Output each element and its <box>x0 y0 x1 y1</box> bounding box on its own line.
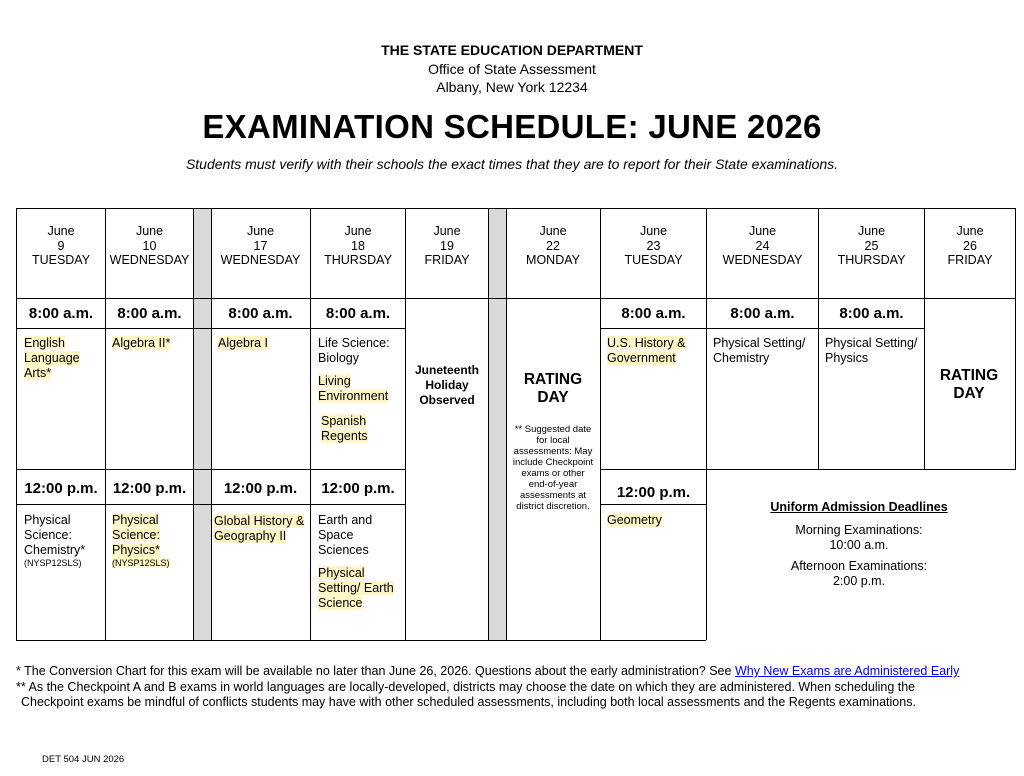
morning-time: 8:00 a.m. <box>730 305 795 322</box>
exam-entry: U.S. History & Government <box>607 336 686 365</box>
exam-entry: Physical Setting/ Physics <box>825 336 918 365</box>
exam-entry: Global History & Geography II <box>214 514 305 543</box>
exam-entry: Algebra I <box>218 336 269 350</box>
table-border <box>16 298 1016 299</box>
day-header: June 9 TUESDAY <box>31 224 91 267</box>
exam-entry: English Language Arts* <box>24 336 80 380</box>
table-border <box>16 640 706 641</box>
morning-time: 8:00 a.m. <box>621 305 686 322</box>
rating-day-label: RATING DAY <box>523 371 583 406</box>
document-id: DET 504 JUN 2026 <box>42 754 125 765</box>
morning-time: 8:00 a.m. <box>117 305 182 322</box>
exam-entry: Earth and Space Sciences <box>318 513 373 557</box>
exam-entry: Life Science: Biology <box>318 336 390 365</box>
table-border <box>405 208 406 640</box>
day-header: June 17 WEDNESDAY <box>220 224 301 267</box>
holiday-note: Juneteenth Holiday Observed <box>414 363 479 407</box>
table-border <box>706 208 707 640</box>
footnote-1: * The Conversion Chart for this exam will be available no later than June 26, 2026. Questions about the early administration? See Why New Exams are Administered Early <box>16 664 960 678</box>
early-administration-link[interactable]: Why New Exams are Administered Early <box>734 664 960 678</box>
exam-entry: Spanish Regents <box>321 414 368 443</box>
morning-time: 8:00 a.m. <box>325 305 391 322</box>
week-separator <box>488 208 507 640</box>
table-border <box>16 469 406 470</box>
day-header: June 18 THURSDAY <box>324 224 392 267</box>
admission-title: Uniform Admission Deadlines <box>770 500 948 514</box>
afternoon-time: 12:00 p.m. <box>112 480 187 497</box>
day-header: June 10 WEDNESDAY <box>109 224 190 267</box>
table-border <box>600 504 706 505</box>
afternoon-time: 12:00 p.m. <box>616 484 691 501</box>
day-header: June 19 FRIDAY <box>424 224 470 267</box>
day-header: June 25 THURSDAY <box>837 224 906 267</box>
exam-entry: Geometry <box>607 513 662 527</box>
admission-afternoon: Afternoon Examinations: 2:00 p.m. <box>790 559 928 588</box>
table-border <box>1015 208 1016 469</box>
morning-time: 8:00 a.m. <box>839 305 904 322</box>
day-header: June 24 WEDNESDAY <box>722 224 803 267</box>
rating-day-label: RATING DAY <box>939 367 999 402</box>
table-border <box>16 504 406 505</box>
morning-time: 8:00 a.m. <box>28 305 94 322</box>
page-title: EXAMINATION SCHEDULE: JUNE 2026 <box>202 108 822 145</box>
week-separator <box>193 208 212 640</box>
rating-day-note: ** Suggested date for local assessments: May include Checkpoint exams or other end-of-year assessments at district discretion. <box>512 424 594 512</box>
department-name: THE STATE EDUCATION DEPARTMENT <box>381 42 643 58</box>
admission-morning: Morning Examinations: 10:00 a.m. <box>795 523 923 552</box>
exam-entry: Physical Setting/ Chemistry <box>713 336 806 365</box>
table-border <box>16 208 1016 209</box>
table-border <box>600 469 1016 470</box>
day-header: June 22 MONDAY <box>526 224 580 267</box>
day-header: June 23 TUESDAY <box>624 224 683 267</box>
exam-entry: Physical Science: Physics* (NYSP12SLS) <box>112 513 170 568</box>
afternoon-time: 12:00 p.m. <box>223 480 298 497</box>
afternoon-time: 12:00 p.m. <box>321 480 395 497</box>
table-border <box>600 208 601 640</box>
footnote-2: ** As the Checkpoint A and B exams in world languages are locally-developed, districts may choose the date on which they are administered. When scheduling the Checkpoint exams be mindful of conflicts students may have with other scheduled assessments, including both local assessments and the Regents examinations. <box>16 680 916 709</box>
table-border <box>105 208 106 640</box>
office-name: Office of State Assessment <box>428 61 596 77</box>
table-border <box>600 328 924 329</box>
exam-entry: Algebra II* <box>112 336 171 350</box>
exam-entry: Physical Science: Chemistry* (NYSP12SLS) <box>24 513 86 568</box>
table-border <box>16 208 17 640</box>
table-border <box>310 208 311 640</box>
exam-entry: Living Environment <box>318 374 389 403</box>
exam-entry: Physical Setting/ Earth Science <box>318 566 394 610</box>
day-header: June 26 FRIDAY <box>947 224 993 267</box>
morning-time: 8:00 a.m. <box>228 305 293 322</box>
office-address: Albany, New York 12234 <box>436 79 588 95</box>
afternoon-time: 12:00 p.m. <box>24 480 98 497</box>
table-border <box>16 328 406 329</box>
page-subtitle: Students must verify with their schools the exact times that they are to report for their State examinations. <box>185 156 839 172</box>
